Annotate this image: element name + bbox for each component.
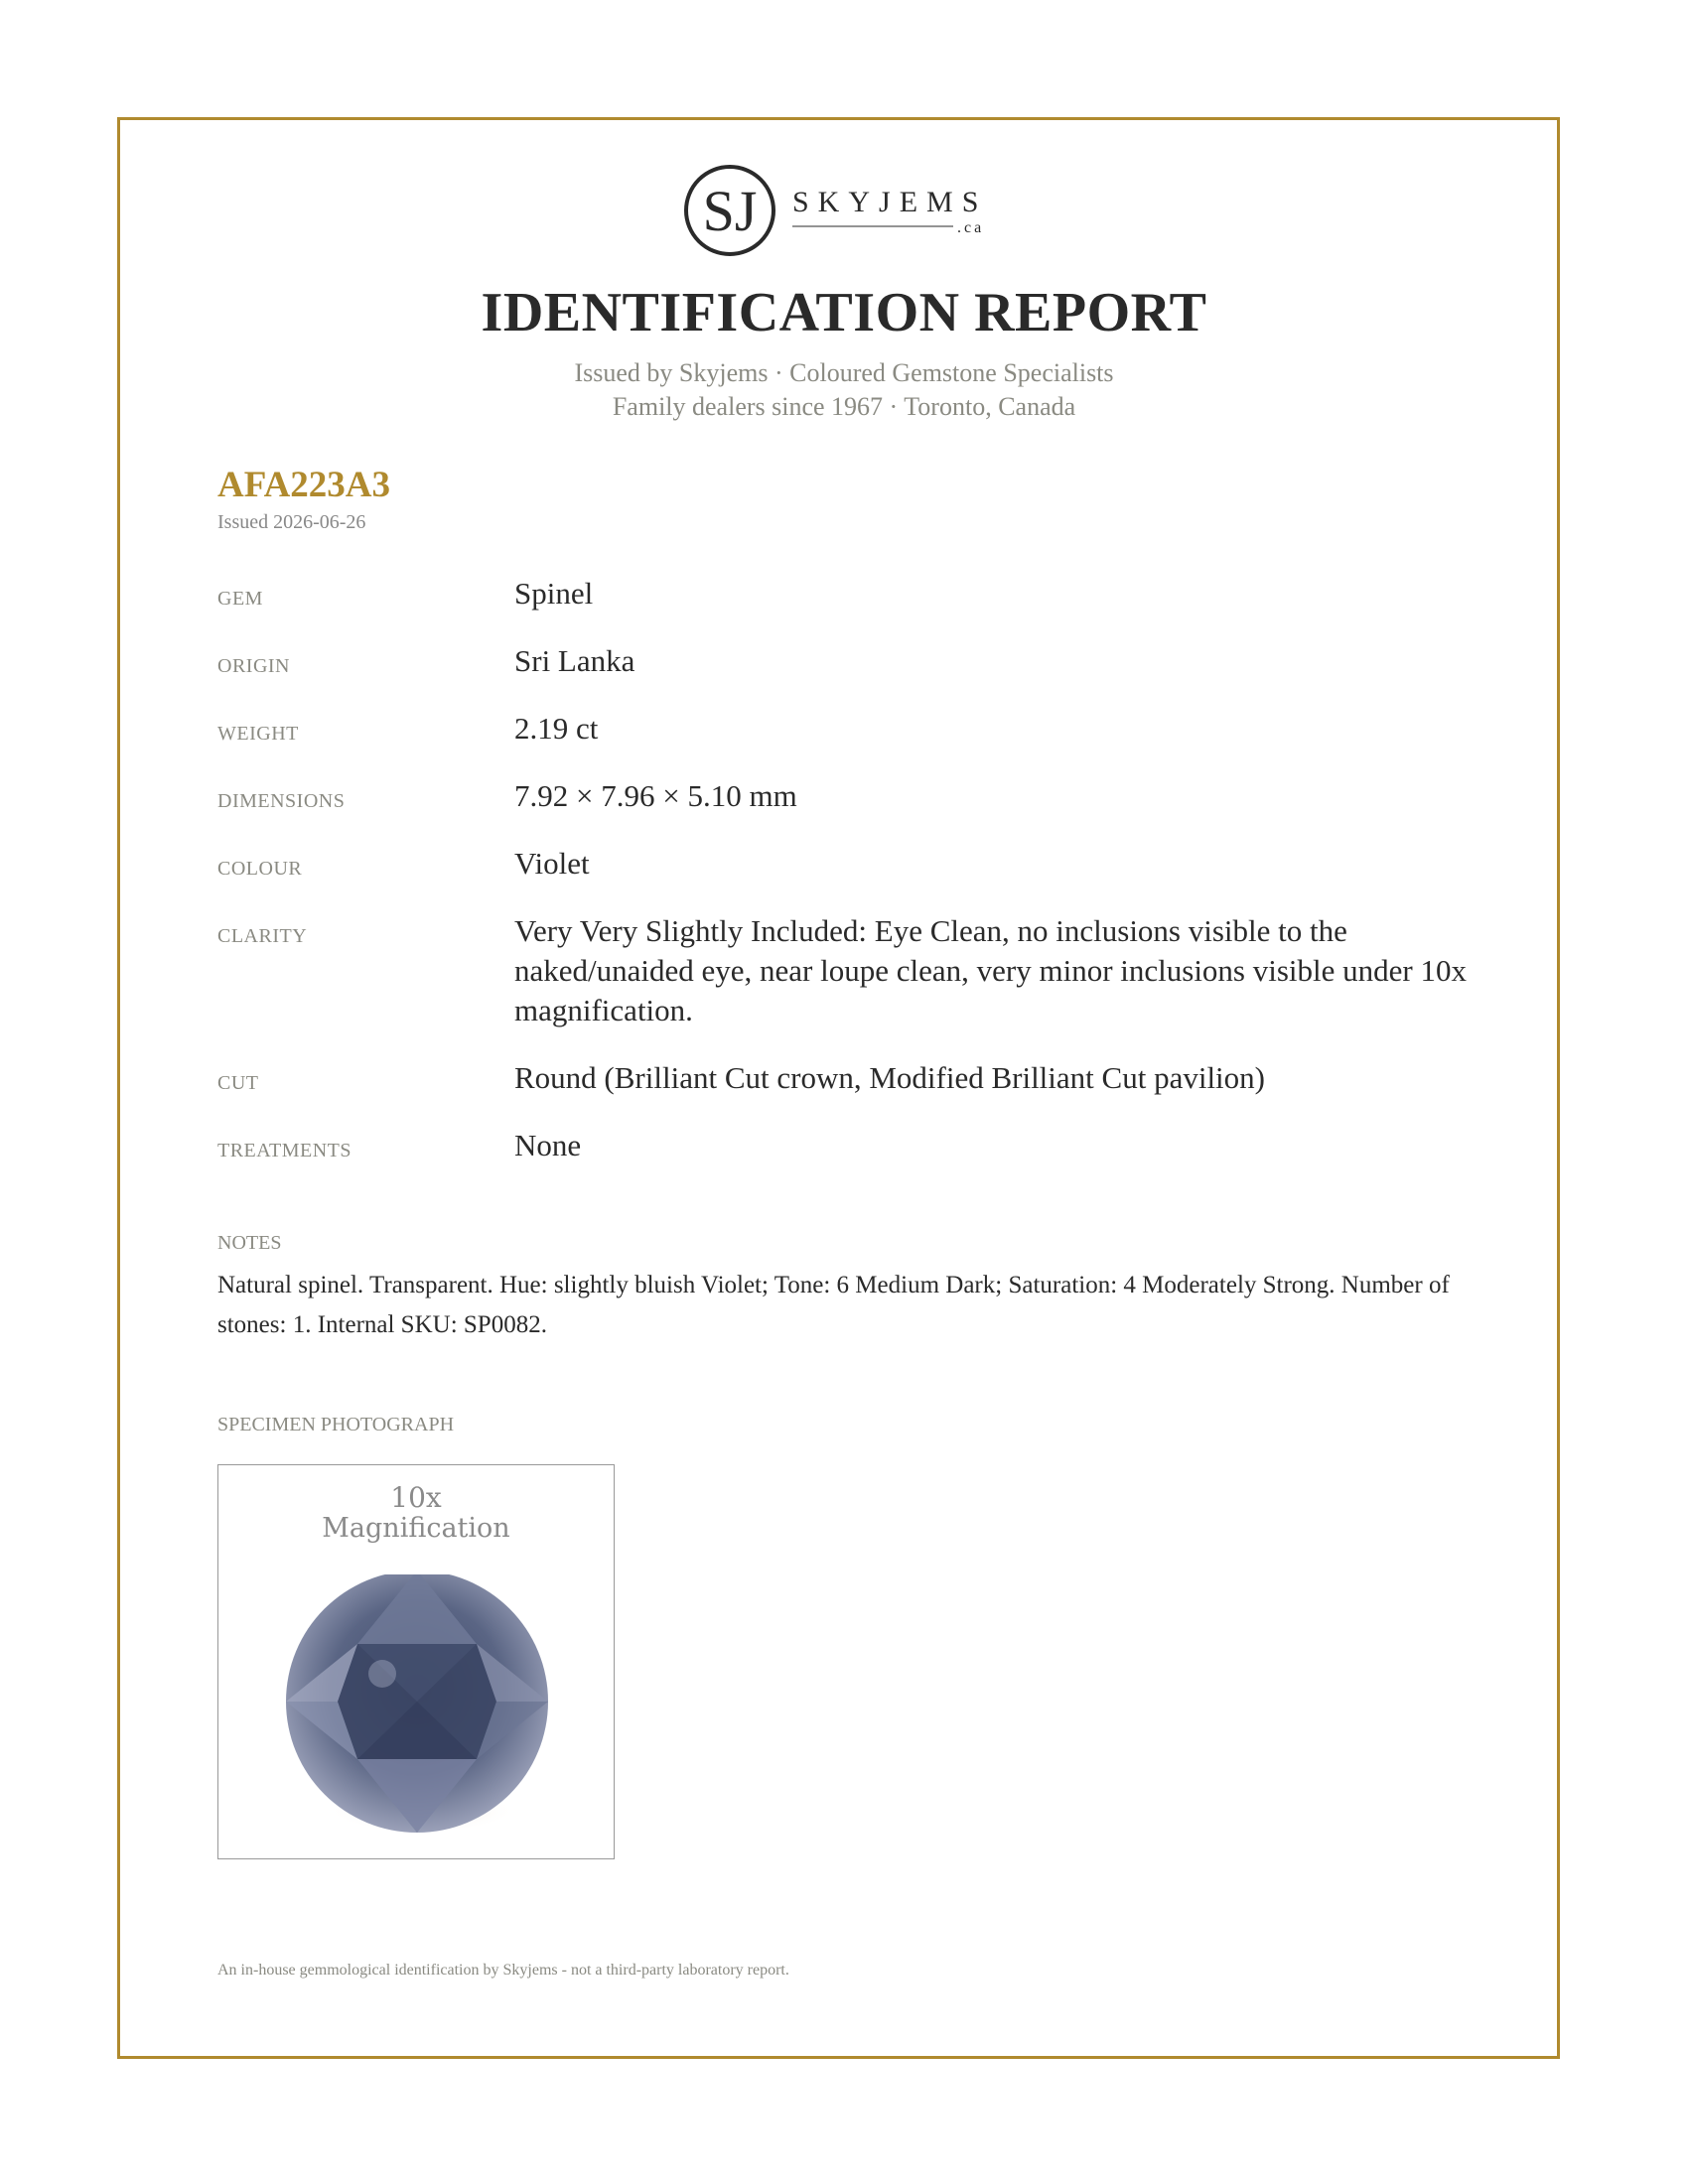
magnification-caption: Magnification [322,1513,510,1544]
magnification-level: 10x [390,1481,442,1514]
field-label-clarity: CLARITY [217,925,308,947]
field-value-dimensions: 7.92 × 7.96 × 5.10 mm [514,778,797,813]
skyjems-logo [683,162,1013,261]
logo-tld: .ca [957,219,985,236]
field-value-colour: Violet [514,846,590,881]
notes-text: Natural spinel. Transparent. Hue: slightly bluish Violet; Tone: 6 Medium Dark; Saturation: 4 Moderately Strong. Number of stones: 1. Internal SKU: SP0082. [217,1272,1450,1338]
notes-label: NOTES [217,1232,282,1254]
logo-initials: SJ [702,179,758,243]
gemstone-image [273,1574,561,1843]
logo-name: SKYJEMS [792,186,988,218]
field-label-treatments: TREATMENTS [217,1140,352,1161]
field-value-origin: Sri Lanka [514,643,635,678]
dealer-line: Family dealers since 1967 · Toronto, Canada [612,392,1076,421]
field-label-cut: CUT [217,1072,259,1094]
field-value-clarity: Very Very Slightly Included: Eye Clean, no inclusions visible to the naked/unaided eye, near loupe clean, very minor inclusions visible under 10x magnification. [514,913,1467,1027]
field-label-gem: GEM [217,588,263,610]
report-title: IDENTIFICATION REPORT [481,282,1207,343]
field-value-treatments: None [514,1128,582,1162]
field-label-origin: ORIGIN [217,655,290,677]
specimen-photo [217,1464,615,1859]
report-id: AFA223A3 [217,465,391,505]
footer-disclaimer: An in-house gemmological identification by Skyjems - not a third-party laboratory report. [217,1962,789,1979]
issuer-line: Issued by Skyjems · Coloured Gemstone Specialists [574,358,1114,387]
field-value-cut: Round (Brilliant Cut crown, Modified Brilliant Cut pavilion) [514,1060,1265,1095]
field-label-colour: COLOUR [217,858,303,880]
field-label-dimensions: DIMENSIONS [217,790,346,812]
issue-date: Issued 2026-06-26 [217,511,366,533]
field-value-gem: Spinel [514,576,594,611]
field-label-weight: WEIGHT [217,723,299,745]
photo-label: SPECIMEN PHOTOGRAPH [217,1414,455,1435]
field-value-weight: 2.19 ct [514,711,599,746]
gem-highlight [368,1660,396,1688]
